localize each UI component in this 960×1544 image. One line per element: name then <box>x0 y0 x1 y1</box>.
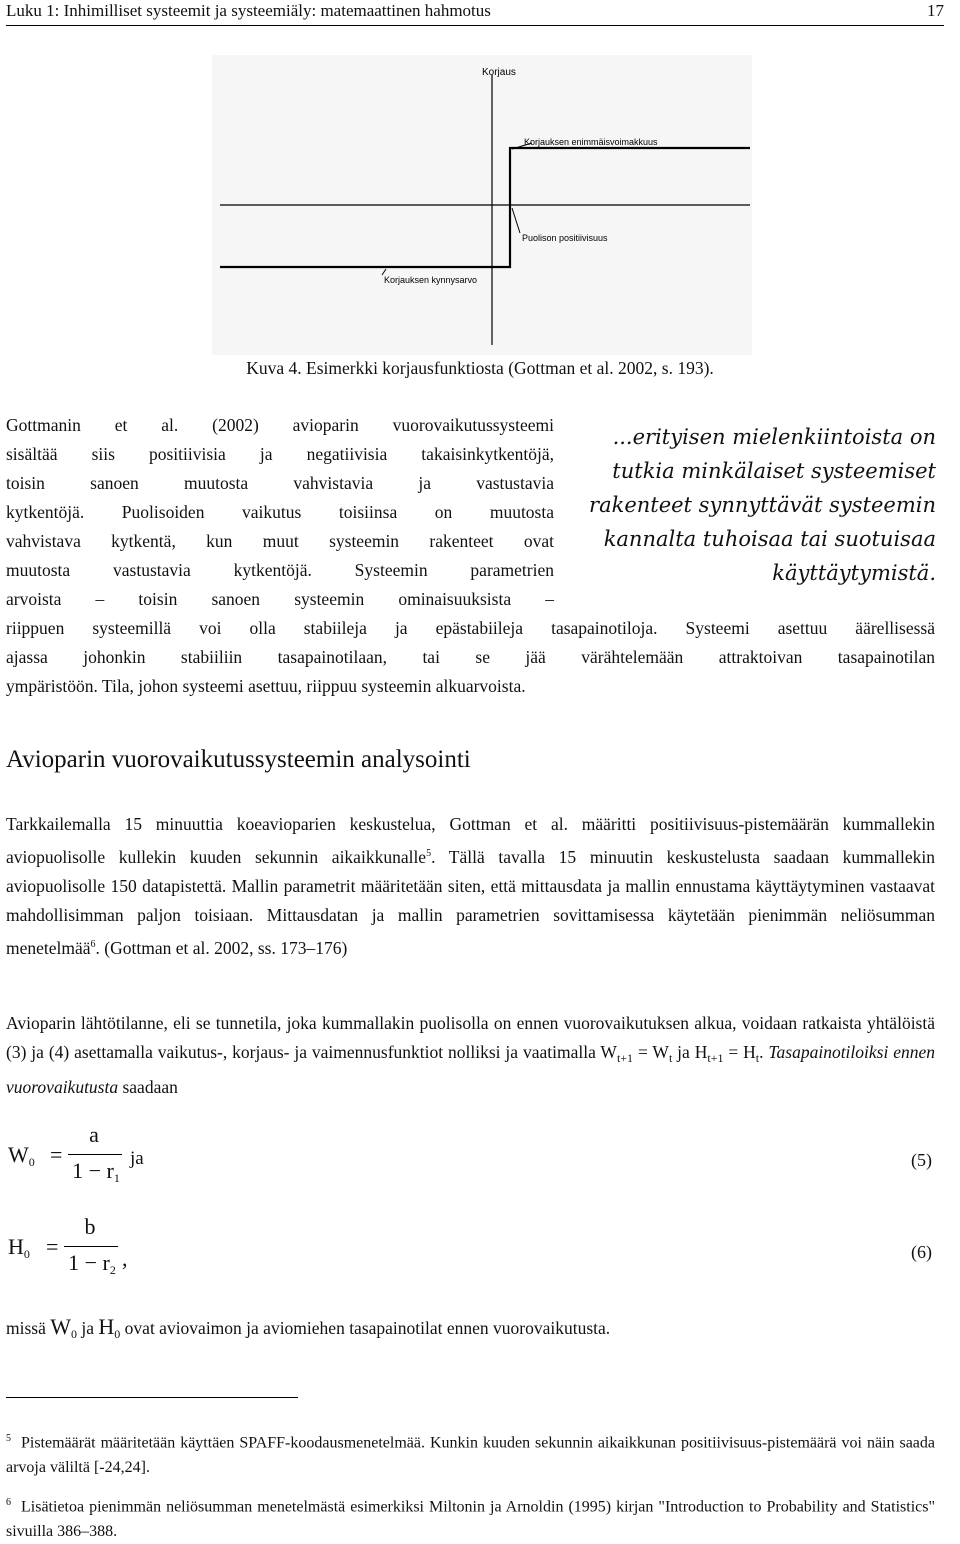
footnote-text: Lisätietoa pienimmän neliösumman menetelmästä esimerkiksi Miltonin ja Arnoldin (1995) kirjan "Introduction to Probability and Statistics" sivuilla 386–388. <box>6 1498 935 1541</box>
intro-line: muutosta vastustavia kytkentöjä. Systeemin parametrien <box>6 560 554 580</box>
eq6-lhs <box>8 1234 30 1262</box>
intro-line: arvoista – toisin sanoen systeemin ominaisuuksista – <box>6 589 554 609</box>
symbol-h: H <box>98 1314 115 1339</box>
para2-text-d: = H <box>723 1042 756 1062</box>
eq6-den-text: 1 − r <box>68 1250 110 1275</box>
eq5-denominator <box>66 1158 126 1186</box>
pull-quote-line: tutkia minkälaiset systeemiset <box>612 459 936 483</box>
footnote-mark: 6 <box>6 1497 11 1508</box>
intro-line: Gottmanin et al. (2002) avioparin vuorovaikutussysteemi <box>6 415 554 435</box>
symbol-w: W <box>50 1314 72 1339</box>
paragraph-method <box>6 810 935 963</box>
subscript: t+1 <box>707 1051 724 1065</box>
para2-italic: Tasapainotiloiksi ennen vuorovaikutusta <box>6 1042 936 1097</box>
eq6-equals: = <box>46 1234 59 1259</box>
intro-line: riippuen systeemillä voi olla stabiileja ja epästabiileja tasapainotiloja. Systeemi asettuu äärellisessä <box>6 618 935 638</box>
intro-line: toisin sanoen muutosta vahvistavia ja vastustavia <box>6 473 554 493</box>
running-header <box>6 0 944 24</box>
eq5-den-subscript: 1 <box>113 1171 120 1185</box>
section-heading: Avioparin vuorovaikutussysteemin analysointi <box>6 746 471 773</box>
page-number: 17 <box>927 1 944 20</box>
footnote-ref-5: 5 <box>426 848 432 859</box>
footnote-text: Pistemäärät määritetään käyttäen SPAFF-koodausmenetelmää. Kunkin kuuden sekunnin aikaikkunan positiivisuus-pistemäärä voi näin saada arvoja väliltä [-24,24]. <box>6 1434 935 1477</box>
eq5-numerator: a <box>89 1122 99 1147</box>
para1-text-a: Tarkkailemalla 15 minuuttia koeavioparien keskustelua, Gottman et al. määritti positiivisuus-pistemäärän kummallekin aviopuolisolle kullekin kuuden sekunnin aikaikkunalle <box>6 814 935 867</box>
pull-quote-line: rakenteet synnyttävät systeemin <box>589 493 936 517</box>
pull-quote-line: ...erityisen mielenkiintoista on <box>612 425 936 449</box>
intro-line: kytkentöjä. Puolisoiden vaikutus toisiinsa on muutosta <box>6 502 554 522</box>
intro-line: ympäristöön. Tila, johon systeemi asettuu, riippuu systeemin alkuarvoista. <box>6 676 526 696</box>
correction-function-figure <box>160 45 800 360</box>
pull-quote <box>580 420 936 590</box>
equation-explanation <box>6 1314 610 1342</box>
para1-text-c: . (Gottman et al. 2002, ss. 173–176) <box>95 937 348 958</box>
pull-quote-line: käyttäytymistä. <box>772 561 936 585</box>
footnote-rule <box>6 1397 298 1398</box>
eq5-equals: = <box>50 1142 63 1167</box>
eq5-den-text: 1 − r <box>72 1158 114 1183</box>
footnote-5 <box>6 1426 935 1480</box>
eq6-number: (6) <box>911 1242 932 1262</box>
pull-quote-line: kannalta tuhoisaa tai suotuisaa <box>603 527 936 551</box>
eq6-den-subscript: 2 <box>109 1263 116 1277</box>
eq6-lhs-subscript: 0 <box>23 1247 30 1261</box>
para2-text-e: . <box>759 1042 769 1062</box>
subscript: t <box>755 1051 760 1065</box>
equation-5 <box>0 1120 960 1200</box>
eq5-lhs-symbol: W <box>8 1142 29 1167</box>
annotation-max: Korjauksen enimmäisvoimakkuus <box>524 137 658 147</box>
intro-line: vahvistava kytkentä, kun muut systeemin rakenteet ovat <box>6 531 554 551</box>
eq5-lhs-subscript: 0 <box>28 1155 35 1169</box>
eq6-tail: , <box>122 1246 128 1271</box>
symbol-h-subscript: 0 <box>114 1327 121 1341</box>
intro-line: sisältää siis positiivisia ja negatiivisia takaisinkytkentöjä, <box>6 444 554 464</box>
eq6-fraction-bar <box>64 1246 118 1247</box>
subscript: t+1 <box>616 1051 634 1065</box>
figure-caption: Kuva 4. Esimerkki korjausfunktiosta (Gottman et al. 2002, s. 193). <box>246 358 714 378</box>
after-eq-text-b: ja <box>77 1318 99 1338</box>
header-rule <box>6 25 944 26</box>
axis-label-korjaus: Korjaus <box>482 67 516 78</box>
chapter-title: Luku 1: Inhimilliset systeemit ja systeemiäly: matemaattinen hahmotus <box>6 1 491 20</box>
para2-text-a: Avioparin lähtötilanne, eli se tunnetila, joka kummallakin puolisolla on ennen vuorovaikutuksen alkua, voidaan ratkaista yhtälöistä (3) ja (4) asettamalla vaikutus-, korjaus- ja vaimennusfunktiot nolliksi ja vaatimalla W <box>6 1013 935 1062</box>
annotation-positivity: Puolison positiivisuus <box>522 233 608 243</box>
para2-text-f: saadaan <box>118 1077 178 1097</box>
para1-text-b: . Tällä tavalla 15 minuutin keskustelusta saadaan kummallekin aviopuolisolle 150 datapistettä. Mallin parametrit määritetään siten, että mittausdata ja mallin ennustama käyttäytyminen vastaavat mahdollisimman paljon toisiaan. Mittausdatan ja mallin parametrien sovittamisessa käytetään pienimmän neliösumman menetelmää <box>6 846 935 958</box>
symbol-w-subscript: 0 <box>71 1327 78 1341</box>
eq6-lhs-symbol: H <box>8 1234 24 1259</box>
para2-text-b: = W <box>633 1042 669 1062</box>
paragraph-equilibrium <box>6 1009 935 1102</box>
eq6-denominator <box>62 1250 122 1278</box>
equation-6 <box>0 1212 960 1292</box>
eq6-numerator: b <box>84 1214 96 1239</box>
footnote-6 <box>6 1490 935 1544</box>
subscript: t <box>668 1051 673 1065</box>
after-eq-text-c: ovat aviovaimon ja aviomiehen tasapainotilat ennen vuorovaikutusta. <box>120 1318 611 1338</box>
eq5-tail: ja <box>130 1148 144 1169</box>
footnote-ref-6: 6 <box>90 938 96 950</box>
eq5-fraction-bar <box>68 1154 122 1155</box>
intro-line: ajassa johonkin stabiiliin tasapainotilaan, tai se jää värähtelemään attraktoivan tasapainotilan <box>6 647 935 667</box>
annotation-threshold: Korjauksen kynnysarvo <box>384 275 478 285</box>
para2-text-c: ja H <box>672 1042 708 1062</box>
footnote-mark: 5 <box>6 1433 11 1444</box>
eq5-number: (5) <box>911 1150 932 1170</box>
eq5-lhs <box>8 1142 35 1170</box>
after-eq-text-a: missä <box>6 1318 51 1338</box>
